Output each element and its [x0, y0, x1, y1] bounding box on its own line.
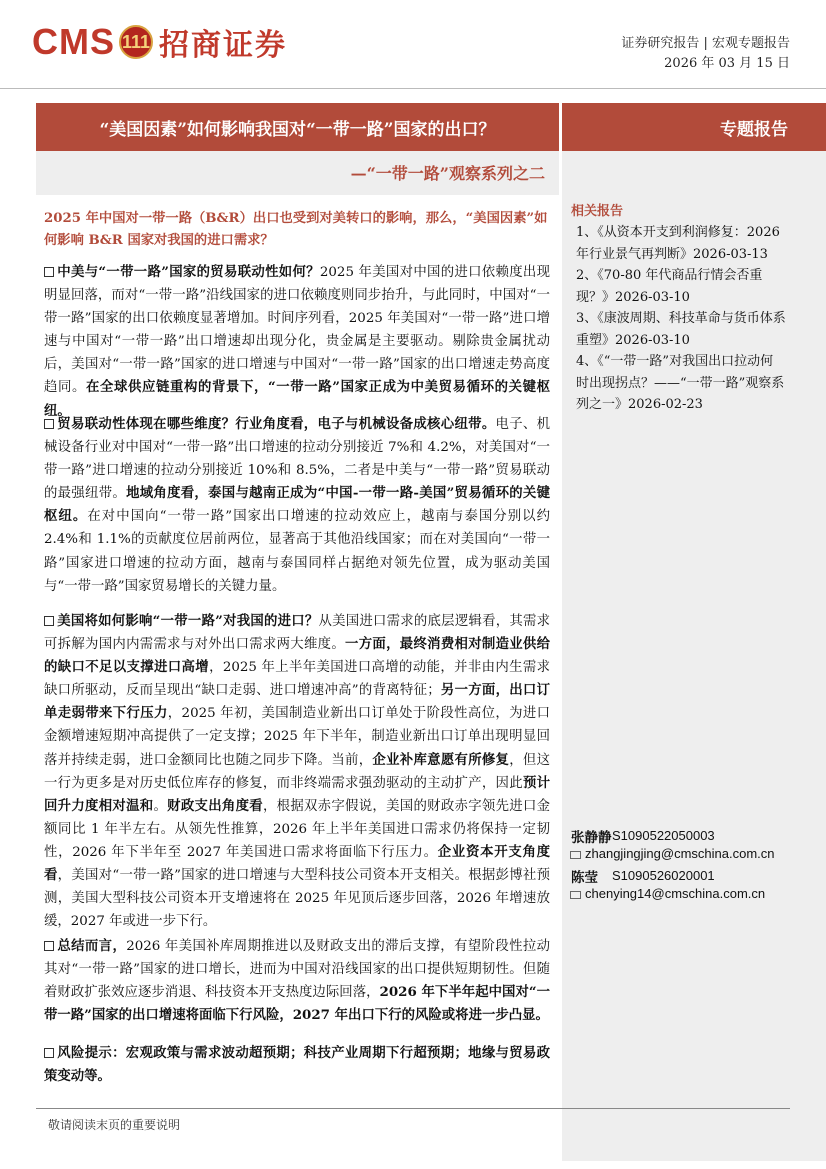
bullet-key-point: 企业资本开支角度看 — [44, 843, 550, 884]
bullet-text: 2025 年美国对中国的进口依赖度出现明显回落，而对“一带一路”沿线国家的进口依赖度则同步抬升，与此同时，中国对“一带一路”国家的出口依赖度显著增加。时间序列看，2025 年美国对“一带一路”进口增速与中国对“一带一路”出口增速却出现分化，贵金属是主要驱动。剔除贵金属扰动后，美国对“一带一路”国家的进口增速与中国对“一带一路”国家的出口增速走势高度趋同。 — [44, 265, 550, 396]
analyst-name: 张静静 — [571, 830, 612, 846]
bullet-us-impact — [44, 610, 550, 933]
logo-text: CMS — [32, 21, 115, 62]
bullet-key-point: 另一方面，出口订单走弱带来下行压力 — [44, 682, 550, 722]
related-reports-title: 相关报告 — [571, 204, 624, 219]
bullet-trade-linkage — [44, 261, 550, 423]
logo-cn-text: 招商证券 — [159, 28, 287, 63]
bullet-square-icon — [44, 267, 54, 277]
related-report-item[interactable]: 3、《康波周期、科技革命与货币体系重塑》2026-03-10 — [576, 311, 786, 348]
mail-icon — [570, 891, 581, 899]
bullet-lead: 中美与“一带一路”国家的贸易联动性如何？ — [57, 264, 320, 280]
report-type: 证券研究报告 | 宏观专题报告 — [621, 36, 790, 51]
bullet-text: ，但这一行为更多是对历史低位库存的修复，而非终端需求强劲驱动的主动扩产，因此 — [44, 752, 551, 791]
analyst-email[interactable]: chenying14@cmschina.com.cn — [585, 886, 766, 901]
related-report-item[interactable]: 2、《70-80 年代商品行情会否重现？》2026-03-10 — [576, 268, 763, 305]
bullet-risk-warning — [44, 1042, 550, 1088]
related-report-item[interactable]: 1、《从资本开支到利润修复：2026 年行业景气再判断》2026-03-13 — [576, 225, 780, 262]
logo-badge-icon: 111 — [119, 25, 153, 59]
related-report-item[interactable]: 4、《“一带一路”对我国出口拉动何时出现拐点？——“一带一路”观察系列之一》2026-02-23 — [576, 354, 785, 412]
report-title: “美国因素”如何影响我国对“一带一路”国家的出口？ — [36, 103, 559, 151]
bullet-text: ，2025 年上半年美国进口高增的动能，并非由内生需求缺口所驱动，反而呈现出“缺口走弱、进口增速冲高”的背离特征； — [44, 660, 550, 699]
analyst-cert-id: S1090522050003 — [612, 828, 715, 843]
bullet-text: 在对中国向“一带一路”国家出口增速的拉动效应上，越南与泰国分别以约 2.4%和 1.1%的贡献度位居前两位，显著高于其他沿线国家；而在对美国向“一带一路”国家进口增速的拉动方面，越南与泰国同样占据绝对领先位置，成为驱动美国与“一带一路”国家贸易增长的关键力量。 — [44, 509, 551, 594]
bullet-key-point: 财政支出角度看 — [167, 797, 263, 814]
bullet-square-icon — [44, 1048, 54, 1058]
bullet-key-point: 一方面，最终消费相对制造业供给的缺口不足以支撑进口高增 — [44, 636, 551, 676]
bullet-key-point: 预计回升力度相对温和 — [44, 774, 551, 814]
bullet-lead: 美国将如何影响“一带一路”对我国的进口？ — [57, 613, 319, 629]
bullet-key-point: 地域角度看，泰国与越南正成为“中国-一带一路-美国”贸易循环的关键枢纽。 — [44, 485, 551, 525]
analyst-name: 陈莹 — [571, 870, 598, 886]
analyst-cert-id: S1090526020001 — [612, 868, 715, 883]
bullet-text: 从美国进口需求的底层逻辑看，其需求可拆解为国内内需需求与对外出口需求两大维度。 — [44, 614, 550, 653]
report-category-label: 专题报告 — [562, 103, 826, 151]
bullet-text: ，2025 年初，美国制造业新出口订单处于阶段性高位，为进口金额增速短期冲高提供了一定支撑；2025 年下半年，制造业新出口订单出现明显回落并持续走弱，进口金额同比也随之同步下降。当前， — [44, 706, 550, 768]
bullet-key-point: 2026 年下半年起中国对“一带一路”国家的出口增速将面临下行风险，2027 年出口下行的风险或将进一步凸显。 — [44, 984, 551, 1024]
subtitle-band — [36, 151, 559, 195]
related-reports-list — [576, 222, 786, 416]
bullet-text: ，根据双赤字假说，美国的财政赤字领先进口金额同比 1 年半左右。从领先性推算，2026 年上半年美国进口需求仍将保持一定韧性，2026 年下半年至 2027 年美国进口需求将面临下行压力。 — [44, 798, 551, 860]
bullet-text: ，美国对“一带一路”国家的进口增速与大型科技公司资本开支相关。根据彭博社预测，美国大型科技公司资本开支增速将在 2025 年见顶后逐步回落，2026 年增速放缓，2027 年或进一步下行。 — [44, 868, 550, 930]
bullet-text: 2026 年美国补库周期推进以及财政支出的滞后支撑，有望阶段性拉动其对“一带一路”国家的进口增长，进而为中国对沿线国家的出口提供短期韧性。但随着财政扩张效应逐步消退、科技资本开支热度边际回落， — [44, 939, 551, 1001]
bullet-lead: 风险提示： — [57, 1045, 126, 1061]
header-divider — [0, 88, 826, 89]
bullet-square-icon — [44, 616, 54, 626]
summary-paragraph: 2025 年中国对一带一路（B&R）出口也受到对美转口的影响，那么，“美国因素”如何影响 B&R 国家对我国的进口需求？ — [44, 211, 548, 248]
bullet-square-icon — [44, 941, 54, 951]
bullet-text: 电子、机械设备行业对中国对“一带一路”出口增速的拉动分别接近 7%和 4.2%，对美国对“一带一路”进口增速的拉动分别接近 10%和 8.5%，二者是中美与“一带一路”贸易联动的最强纽带。 — [44, 417, 551, 502]
mail-icon — [570, 851, 581, 859]
bullet-text: 宏观政策与需求波动超预期；科技产业周期下行超预期；地缘与贸易政策变动等。 — [44, 1045, 551, 1085]
bullet-lead: 总结而言， — [57, 938, 127, 954]
bullet-conclusion: 在全球供应链重构的背景下，“一带一路”国家正成为中美贸易循环的关键枢纽。 — [44, 379, 550, 419]
header-meta — [621, 34, 790, 74]
bullet-text: 。 — [153, 798, 168, 814]
bullet-conclusion-summary — [44, 935, 550, 1027]
report-date: 2026 年 03 月 15 日 — [664, 56, 790, 71]
analyst-email[interactable]: zhangjingjing@cmschina.com.cn — [585, 846, 775, 861]
report-subtitle: —“一带一路”观察系列之二 — [350, 164, 545, 183]
footer-divider — [36, 1108, 790, 1109]
bullet-lead: 贸易联动性体现在哪些维度？行业角度看，电子与机械设备成核心纽带。 — [57, 416, 496, 432]
footer-disclaimer: 敬请阅读末页的重要说明 — [48, 1118, 181, 1132]
bullet-key-point: 企业补库意愿有所修复 — [372, 751, 510, 768]
bullet-square-icon — [44, 419, 54, 429]
company-logo — [32, 22, 287, 62]
bullet-linkage-dimensions — [44, 413, 550, 598]
